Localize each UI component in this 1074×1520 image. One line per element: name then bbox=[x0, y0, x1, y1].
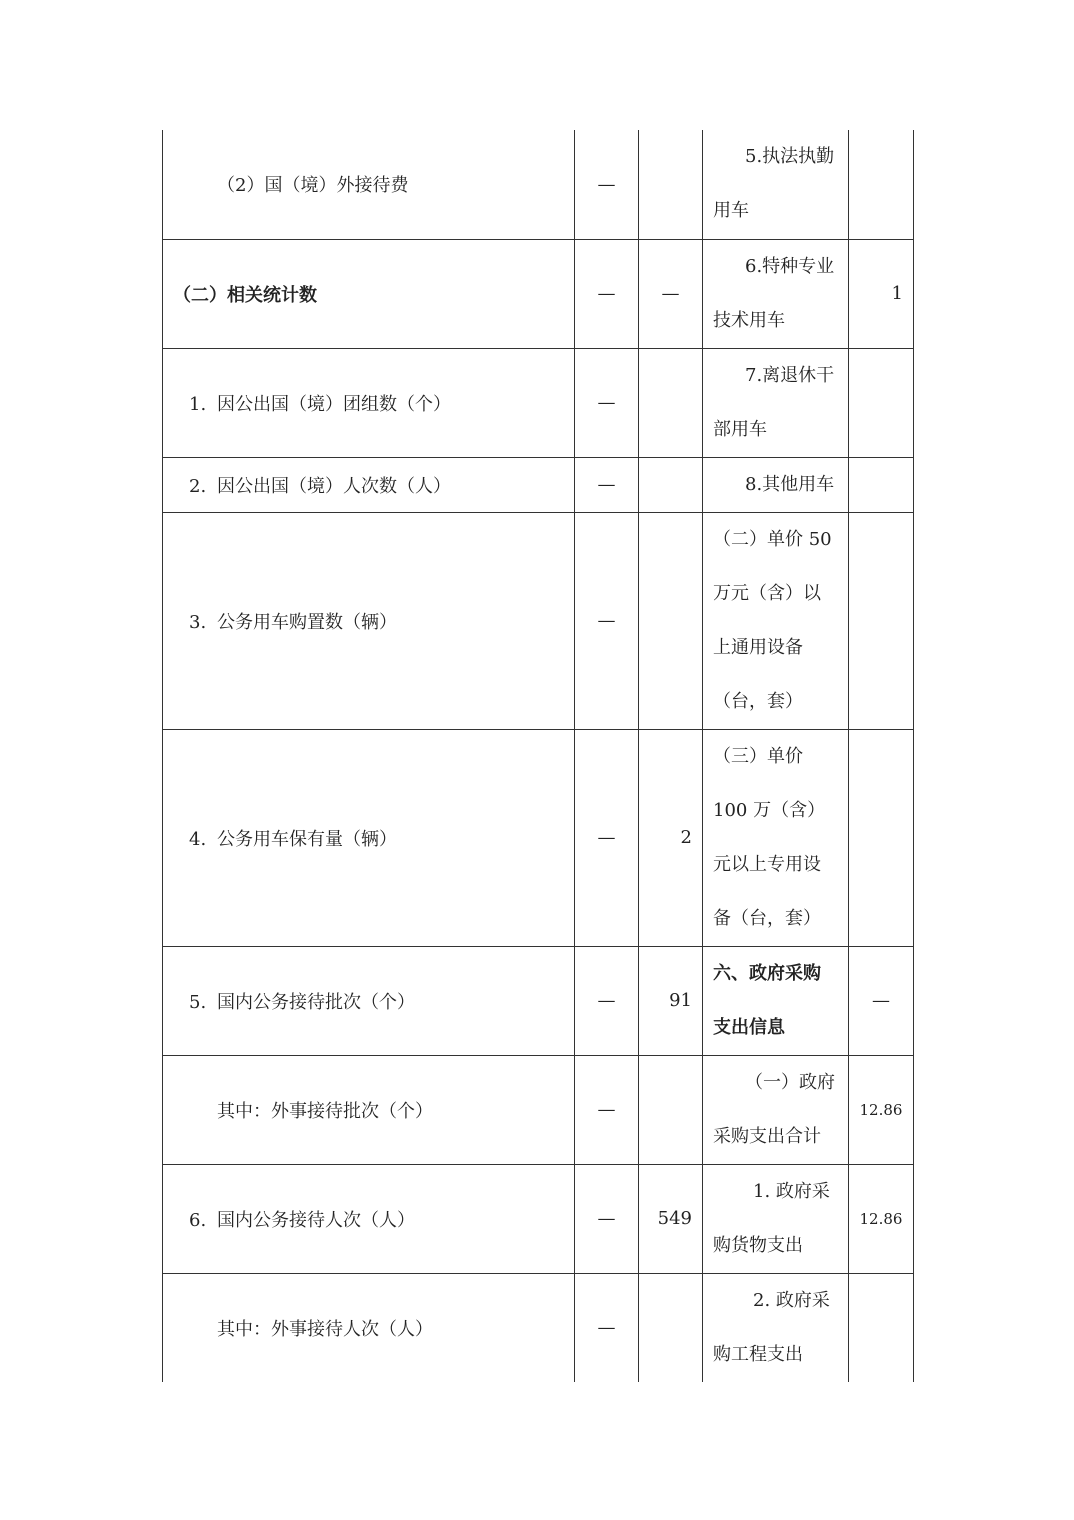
dash-cell: — bbox=[575, 512, 639, 729]
dash-cell: — bbox=[575, 457, 639, 512]
value-cell bbox=[639, 512, 703, 729]
table-row bbox=[163, 1273, 914, 1382]
table-row bbox=[163, 946, 914, 1055]
dash-cell: — bbox=[575, 130, 639, 239]
row-label-cell bbox=[163, 348, 575, 457]
right-item-label: 1. 政府采购货物支出 bbox=[703, 1164, 849, 1273]
value-cell: 549 bbox=[639, 1164, 703, 1273]
dash-cell: — bbox=[575, 1164, 639, 1273]
row-number: 1. bbox=[189, 393, 207, 415]
row-label: 其中：外事接待批次（个） bbox=[217, 1100, 433, 1122]
row-label-cell bbox=[163, 512, 575, 729]
row-label-cell bbox=[163, 1164, 575, 1273]
row-number: 2. bbox=[189, 475, 207, 497]
row-number: 4. bbox=[189, 828, 207, 850]
right-item-label: 8.其他用车 bbox=[703, 457, 849, 512]
row-label: 其中：外事接待人次（人） bbox=[217, 1318, 433, 1340]
right-item-label: （二）单价 50 万元（含）以上通用设备（台，套） bbox=[703, 512, 849, 729]
right-value-cell bbox=[849, 1273, 914, 1382]
row-label-cell bbox=[163, 457, 575, 512]
row-label-cell bbox=[163, 239, 575, 348]
table-row bbox=[163, 1164, 914, 1273]
row-label-cell bbox=[163, 1273, 575, 1382]
right-value-cell bbox=[849, 130, 914, 239]
table-row bbox=[163, 512, 914, 729]
dash-cell: — bbox=[575, 729, 639, 946]
row-label: 国内公务接待人次（人） bbox=[217, 1209, 415, 1231]
table-row bbox=[163, 1055, 914, 1164]
dash-cell: — bbox=[575, 1273, 639, 1382]
row-label-cell bbox=[163, 729, 575, 946]
value-cell bbox=[639, 1273, 703, 1382]
value-cell bbox=[639, 130, 703, 239]
dash-cell: — bbox=[575, 1055, 639, 1164]
row-label-cell bbox=[163, 1055, 575, 1164]
dash-cell: — bbox=[575, 946, 639, 1055]
right-item-label: （三）单价 100 万（含）元以上专用设备（台，套） bbox=[703, 729, 849, 946]
right-value-cell bbox=[849, 512, 914, 729]
right-item-label: （一）政府采购支出合计 bbox=[703, 1055, 849, 1164]
dash-cell: — bbox=[575, 239, 639, 348]
table-row bbox=[163, 130, 914, 239]
right-value-cell: 1 bbox=[849, 239, 914, 348]
row-label: 国内公务接待批次（个） bbox=[217, 991, 415, 1013]
table-row bbox=[163, 729, 914, 946]
value-cell: — bbox=[639, 239, 703, 348]
row-label: 公务用车保有量（辆） bbox=[217, 828, 397, 850]
row-number: 3. bbox=[189, 611, 207, 633]
value-cell bbox=[639, 457, 703, 512]
right-value-cell bbox=[849, 348, 914, 457]
row-label: 因公出国（境）人次数（人） bbox=[217, 475, 451, 497]
table-row bbox=[163, 239, 914, 348]
right-value-cell: — bbox=[849, 946, 914, 1055]
right-item-label: 6.特种专业技术用车 bbox=[703, 239, 849, 348]
right-item-label: 2. 政府采购工程支出 bbox=[703, 1273, 849, 1382]
right-value-cell bbox=[849, 457, 914, 512]
row-label: （2）国（境）外接待费 bbox=[217, 175, 409, 197]
row-number: 5. bbox=[189, 991, 207, 1013]
value-cell bbox=[639, 348, 703, 457]
right-value-cell: 12.86 bbox=[849, 1055, 914, 1164]
right-value-cell bbox=[849, 729, 914, 946]
right-item-label: 7.离退休干部用车 bbox=[703, 348, 849, 457]
row-label-cell bbox=[163, 946, 575, 1055]
right-section-heading: 六、政府采购支出信息 bbox=[703, 946, 849, 1055]
table-row bbox=[163, 457, 914, 512]
row-label: 公务用车购置数（辆） bbox=[217, 611, 397, 633]
row-number: 6. bbox=[189, 1209, 207, 1231]
table-row bbox=[163, 348, 914, 457]
value-cell: 91 bbox=[639, 946, 703, 1055]
value-cell bbox=[639, 1055, 703, 1164]
expense-statistics-table bbox=[162, 130, 914, 1382]
right-value-cell: 12.86 bbox=[849, 1164, 914, 1273]
section-heading: （二）相关统计数 bbox=[173, 284, 317, 306]
value-cell: 2 bbox=[639, 729, 703, 946]
row-label-cell bbox=[163, 130, 575, 239]
right-item-label: 5.执法执勤用车 bbox=[703, 130, 849, 239]
dash-cell: — bbox=[575, 348, 639, 457]
row-label: 因公出国（境）团组数（个） bbox=[217, 393, 451, 415]
